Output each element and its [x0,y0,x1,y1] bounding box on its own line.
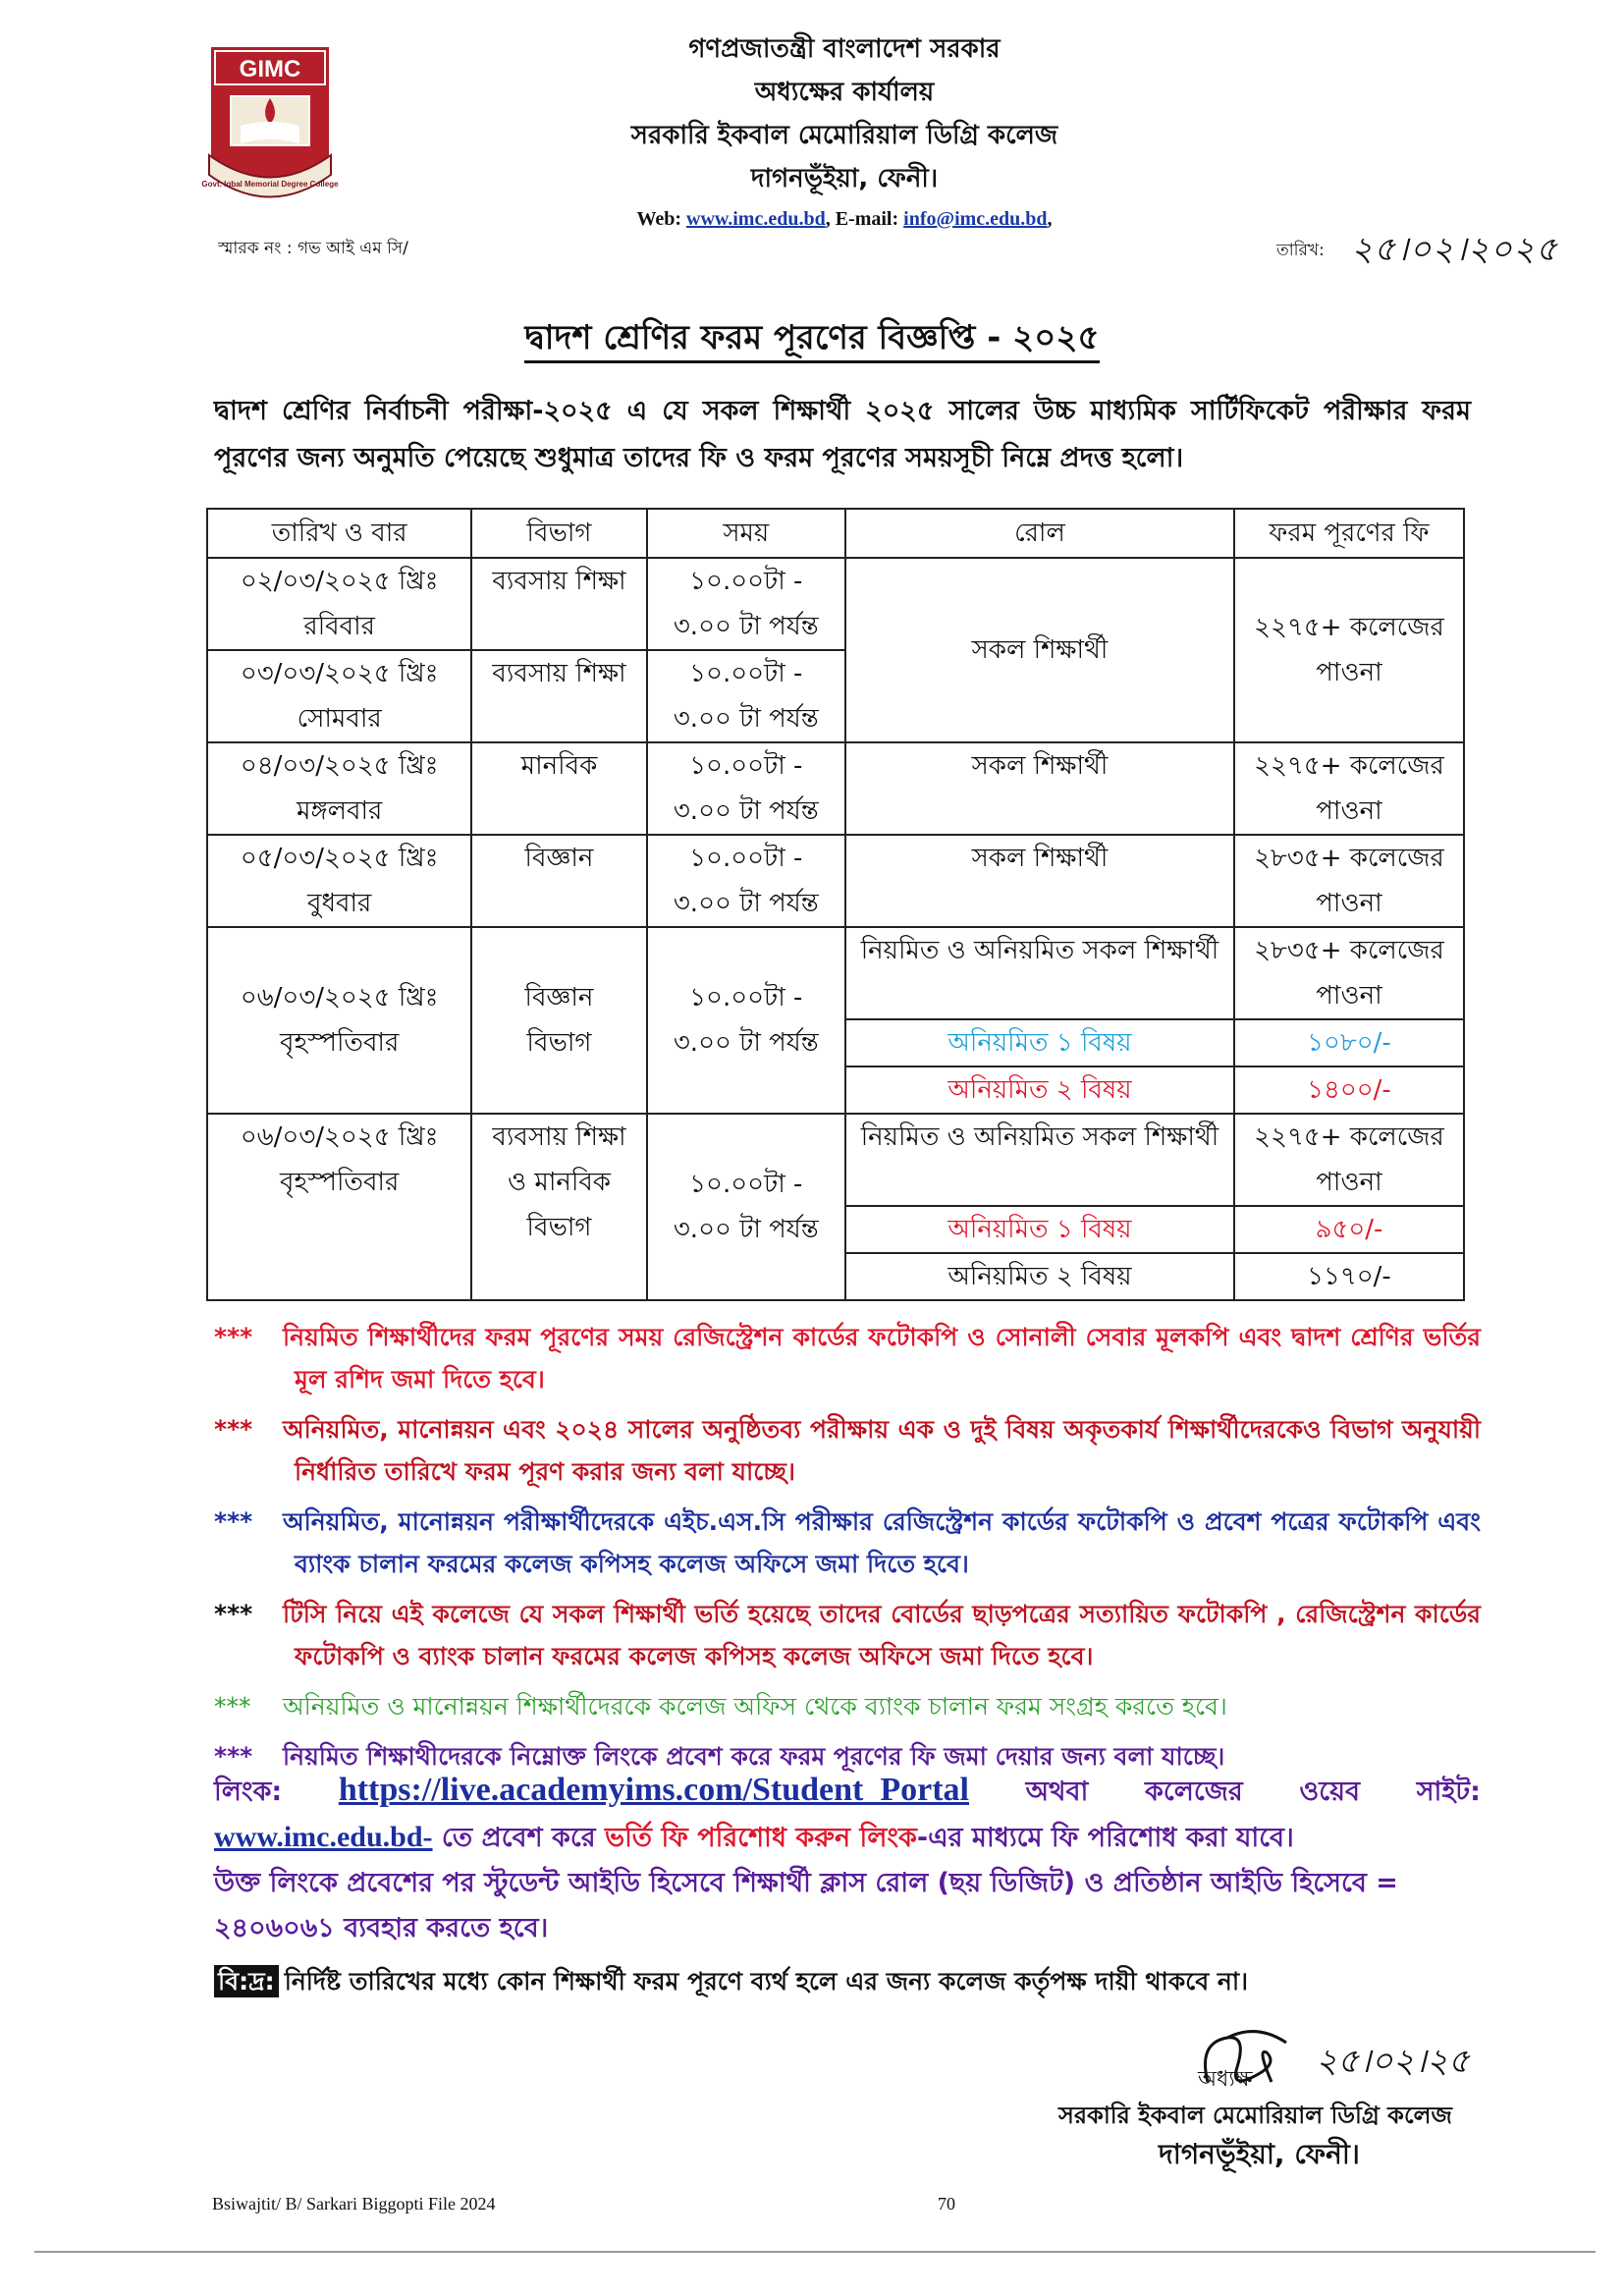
header-time: সময় [647,509,845,558]
schedule-table [206,508,1465,1301]
dept-cell: মানবিক [471,742,646,835]
roll-cell: নিয়মিত ও অনিয়মিত সকল শিক্ষার্থী [845,927,1234,1019]
govt-line: গণপ্রজাতন্ত্রী বাংলাদেশ সরকার [688,34,1001,64]
header-fee: ফরম পূরণের ফি [1234,509,1464,558]
website-link[interactable]: www.imc.edu.bd [686,208,826,230]
dept-cell: ব্যবসায় শিক্ষা [471,650,646,742]
date-cell: ০৫/০৩/২০২৫ খ্রিঃ বুধবার [207,835,471,927]
irregular-1-subject: অনিয়মিত ১ বিষয় [845,1019,1234,1066]
fee-cell: ২৮৩৫+ কলেজের পাওনা [1234,927,1464,1019]
irregular-2-fee: ১১৭০/- [1234,1253,1464,1300]
dept-cell: বিজ্ঞান বিভাগ [471,927,646,1114]
roll-cell: সকল শিক্ষার্থী [845,835,1234,927]
note-item: *** অনিয়মিত, মানোন্নয়ন পরীক্ষার্থীদেরকে এইচ.এস.সি পরীক্ষার রেজিস্ট্রেশন কার্ডের ফটোকপি ও প্রবেশ পত্রের ফটোকপি এবং ব্যাংক চালান ফরমের কলেজ কপিসহ কলেজ অফিসে জমা দিতে হবে। [214,1507,1481,1578]
note-item: *** অনিয়মিত ও মানোন্নয়ন শিক্ষার্থীদেরকে কলেজ অফিস থেকে ব্যাংক চালান ফরম সংগ্রহ করতে হবে। [214,1692,1227,1721]
office-line: অধ্যক্ষের কার্যালয় [754,78,935,107]
time-cell: ১০.০০টা - ৩.০০ টা পর্যন্ত [647,650,845,742]
letterhead [550,27,1139,238]
fee-cell: ২২৭৫+ কলেজের পাওনা [1234,558,1464,742]
irregular-1-fee: ৯৫০/- [1234,1206,1464,1253]
page-number: 70 [938,2194,955,2214]
date-cell: ০৪/০৩/২০২৫ খ্রিঃ মঙ্গলবার [207,742,471,835]
memo-number: স্মারক নং : গভ আই এম সি/ [218,239,408,258]
note-item: *** নিয়মিত শিক্ষার্থীদের ফরম পূরণের সময় রেজিস্ট্রেশন কার্ডের ফটোকপি ও সোনালী সেবার মূলকপি এবং দ্বাদশ শ্রেণির ভর্তির মূল রশিদ জমা দিতে হবে। [214,1323,1481,1394]
table-row [207,835,1464,927]
time-cell: ১০.০০টা - ৩.০০ টা পর্যন্ত [647,742,845,835]
link-label: লিংক: [214,1777,283,1807]
fee-cell: ২২৭৫+ কলেজের পাওনা [1234,742,1464,835]
pay-fee-link-text: ভর্তি ফি পরিশোধ করুন লিংক [604,1823,917,1853]
header-date: তারিখ ও বার [207,509,471,558]
header-department: বিভাগ [471,509,646,558]
nb-tag: বি:দ্র: [214,1965,279,1997]
id-instruction: উক্ত লিংকে প্রবেশের পর স্টুডেন্ট আইডি হিসেবে শিক্ষার্থী ক্লাস রোল (ছয় ডিজিট) ও প্রতিষ্ঠান আইডি হিসেবে = ২৪০৬০৬১ ব্যবহার করতে হবে। [214,1868,1398,1943]
svg-text:২৫।০২।২৫: ২৫।০২।২৫ [1316,2042,1470,2081]
table-row [207,742,1464,835]
irregular-2-subject: অনিয়মিত ২ বিষয় [845,1066,1234,1114]
signature-place: দাগনভূঁইয়া, ফেনী। [1159,2138,1360,2170]
email-link[interactable]: info@imc.edu.bd [903,208,1048,230]
principal-title: অধ্যক্ষ [1198,2067,1253,2092]
time-cell: ১০.০০টা - ৩.০০ টা পর্যন্ত [647,558,845,650]
table-header-row [207,509,1464,558]
notice-title: দ্বাদশ শ্রেণির ফরম পূরণের বিজ্ঞপ্তি - ২০২৫ [0,312,1624,368]
date-cell: ০২/০৩/২০২৫ খ্রিঃ রবিবার [207,558,471,650]
college-location: দাগনভূঁইয়া, ফেনী। [750,164,939,193]
college-logo [201,27,339,204]
intro-paragraph: দ্বাদশ শ্রেণির নির্বাচনী পরীক্ষা-২০২৫ এ যে সকল শিক্ষার্থী ২০২৫ সালের উচ্চ মাধ্যমিক সার্টিফিকেট পরীক্ষার ফরম পূরণের জন্য অনুমতি পেয়েছে শুধুমাত্র তাদের ফি ও ফরম পূরণের সময়সূচী নিম্নে প্রদত্ত হলো। [214,396,1471,473]
roll-cell: সকল শিক্ষার্থী [845,558,1234,742]
irregular-1-subject: অনিয়মিত ১ বিষয় [845,1206,1234,1253]
roll-cell: সকল শিক্ষার্থী [845,742,1234,835]
svg-text:GIMC: GIMC [239,56,301,82]
date-value: ২৫।০২।২০২৫ [1351,230,1559,269]
dept-cell: ব্যবসায় শিক্ষা [471,558,646,650]
signature-college: সরকারি ইকবাল মেমোরিয়াল ডিগ্রি কলেজ [1058,2102,1452,2129]
table-row [207,558,1464,650]
dept-cell: ব্যবসায় শিক্ষা ও মানবিক বিভাগ [471,1114,646,1300]
note-item: *** অনিয়মিত, মানোন্নয়ন এবং ২০২৪ সালের অনুষ্ঠিতব্য পরীক্ষায় এক ও দুই বিষয় অকৃতকার্য শিক্ষার্থীদেরকেও বিভাগ অনুযায়ী নির্ধারিত তারিখে ফরম পূরণ করার জন্য বলা যাচ্ছে। [214,1415,1481,1486]
fee-cell: ২৮৩৫+ কলেজের পাওনা [1234,835,1464,927]
contact-line: Web: www.imc.edu.bd, E-mail: info@imc.edu.bd, [636,208,1053,230]
payment-link-block: লিংক: https://live.academyims.com/Student_Portal অথবা কলেজের ওয়েব সাইট: www.imc.edu.bd- তে প্রবেশ করে ভর্তি ফি পরিশোধ করুন লিংক-এর মাধ্যমে ফি পরিশোধ করা যাবে। উক্ত লিংকে প্রবেশের পর স্টুডেন্ট আইডি হিসেবে শিক্ষার্থী ক্লাস রোল (ছয় ডিজিট) ও প্রতিষ্ঠান আইডি হিসেবে = ২৪০৬০৬১ ব্যবহার করতে হবে। [214,1768,1481,1951]
time-cell: ১০.০০টা - ৩.০০ টা পর্যন্ত [647,927,845,1114]
time-cell: ১০.০০টা - ৩.০০ টা পর্যন্ত [647,1114,845,1300]
date-cell: ০৩/০৩/২০২৫ খ্রিঃ সোমবার [207,650,471,742]
header-roll: রোল [845,509,1234,558]
college-website-link[interactable]: www.imc.edu.bd- [214,1821,433,1853]
svg-text:Govt. Iqbal Memorial Degree Co: Govt. Iqbal Memorial Degree College [201,180,339,189]
date-label: তারিখ: [1276,241,1325,260]
irregular-2-fee: ১৪০০/- [1234,1066,1464,1114]
dept-cell: বিজ্ঞান [471,835,646,927]
fee-cell: ২২৭৫+ কলেজের পাওনা [1234,1114,1464,1206]
table-row [207,1114,1464,1206]
date-cell: ০৬/০৩/২০২৫ খ্রিঃ বৃহস্পতিবার [207,1114,471,1300]
nb-note: বি:দ্র: নির্দিষ্ট তারিখের মধ্যে কোন শিক্ষার্থী ফরম পূরণে ব্যর্থ হলে এর জন্য কলেজ কর্তৃপক্ষ দায়ী থাকবে না। [214,1962,1248,2004]
table-row [207,927,1464,1019]
page-bottom-line [34,2251,1596,2253]
roll-cell: নিয়মিত ও অনিয়মিত সকল শিক্ষার্থী [845,1114,1234,1206]
note-item: *** নিয়মিত শিক্ষাথীদেরকে নিম্নোক্ত লিংকে প্রবেশ করে ফরম পূরণের ফি জমা দেয়ার জন্য বলা যাচ্ছে। [214,1742,1225,1771]
student-portal-link[interactable]: https://live.academyims.com/Student_Portal [338,1772,969,1808]
notes-list [214,1316,1481,1785]
college-name: সরকারি ইকবাল মেমোরিয়াল ডিগ্রি কলেজ [630,121,1058,150]
irregular-1-fee: ১০৮০/- [1234,1019,1464,1066]
date-cell: ০৬/০৩/২০২৫ খ্রিঃ বৃহস্পতিবার [207,927,471,1114]
file-reference: Bsiwajtit/ B/ Sarkari Biggopti File 2024 [212,2194,496,2214]
time-cell: ১০.০০টা - ৩.০০ টা পর্যন্ত [647,835,845,927]
irregular-2-subject: অনিয়মিত ২ বিষয় [845,1253,1234,1300]
note-item: *** টিসি নিয়ে এই কলেজে যে সকল শিক্ষার্থী ভর্তি হয়েছে তাদের বোর্ডের ছাড়পত্রের সত্যায়িত ফটোকপি , রেজিস্ট্রেশন কার্ডের ফটোকপি ও ব্যাংক চালান ফরমের কলেজ কপিসহ কলেজ অফিসে জমা দিতে হবে। [214,1600,1481,1670]
